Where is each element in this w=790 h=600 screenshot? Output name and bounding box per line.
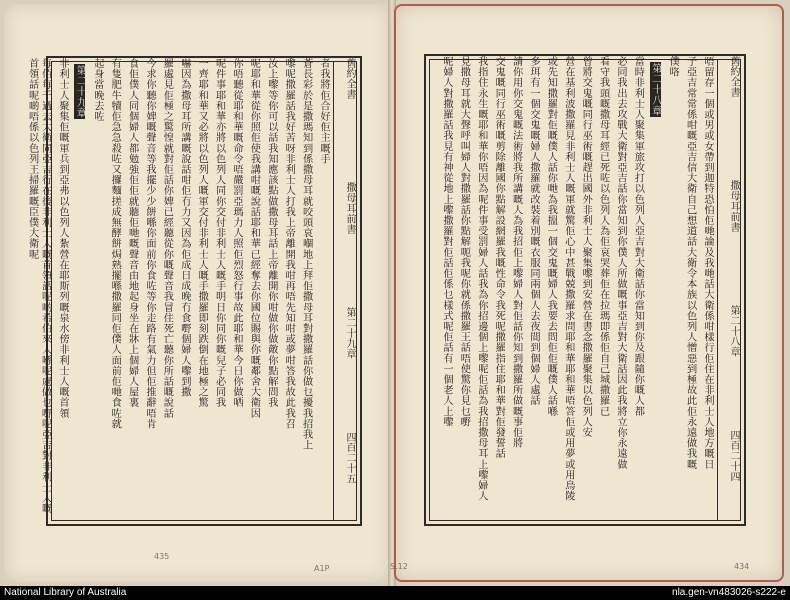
right-page (390, 4, 784, 582)
left-margin-title: 舊約全書 (344, 58, 355, 100)
left-column: 食佢僕人同個婦人都勉強佢佢就聽佢哋嘅聲音由地起身坐在牀上個婦人屋裏 (126, 58, 138, 408)
right-margin-book: 撒母耳前書 (728, 180, 739, 233)
right-column: 見撒母耳就大聲呼叫婦人對撒羅話你點解呃我呢你就係撒羅王話唔使驚你見乜嘢 (458, 56, 470, 427)
chapter-heading: 第二十八章 (649, 63, 661, 116)
left-margin-book: 撒母耳前書 (344, 182, 355, 235)
pencil-mark-corner: A1P (314, 564, 330, 573)
right-column: 營在基利波撒羅見非利士人嘅軍就驚佢心中甚戰兢撒羅求問耶和華耶和華唔答佢或用夢或用烏陵 (562, 56, 574, 502)
right-column: 曾將交鬼嘅同行巫術嘅趕出國外非利士人聚集嚟到安營在書念撒羅聚集以色列人安 (580, 56, 592, 438)
left-column: 呢件事耶和華亦將以色列人同你交付非利士人嘅手明日你同你嘅兒子必同我 (213, 58, 225, 408)
right-column (647, 56, 662, 524)
right-margin-chapter: 第二十八章 (728, 305, 739, 358)
right-column: 僕咯 (667, 56, 679, 78)
left-column: 者我將佢合好佢主嘅手 (318, 58, 329, 164)
pencil-mark-left: 435 (154, 552, 170, 561)
right-column: 請你用你交鬼嘅法術將我所講嘅人為我招佢上嚟婦人對佢話你知到撒羅所做嘅事佢將 (510, 56, 522, 449)
left-column: 有隻肥牛犢佢急急殺咗又攞麵搓成無酵餅焗熟擺喺撒羅同佢僕人面前佢哋食咗就 (109, 58, 121, 429)
left-column: 羅處見佢極之驚惶就對佢話你婢已經聽從你嘅聲音我冒住死亡聽你所話嘅說話 (161, 58, 173, 419)
chapter-heading: 第二十九章 (74, 65, 86, 118)
right-text-frame (424, 54, 746, 526)
left-column: 非利士人聚集佢嘅軍兵到亞弗以色列人紮營在耶斯列嘅泉水傍非利士人嘅首領 (57, 58, 68, 419)
right-column: 呢婦人對撒羅話我見有神從地上嚟撒羅對佢話佢係乜樣式呢佢話有一個老人上嚟 (441, 56, 452, 427)
left-column: 今求你聽你婢嘅聲音等我擺少少餅喺你面前你食咗等你走路有氣力但佢推辭唔肯 (144, 58, 155, 429)
right-margin-rule (717, 59, 718, 521)
right-column: 唔留存一個或男或女帶到迦特恐怕佢哋論及我哋話大衛係咁樣行佢住在非利士人地方嘅日 (702, 56, 713, 470)
left-column (71, 58, 86, 524)
left-text-frame (26, 56, 362, 526)
right-margin-column (722, 56, 740, 524)
right-column: 當時非利士人聚集軍旅攻打以色列人亞吉對大衛話你當知到你及跟隨你嘅人都 (632, 56, 644, 417)
left-column: 嚟呢撒羅話我好苦呀非利士人打我上帝離開我咁再唔先知咁或夢咁答我故此我召 (283, 58, 295, 429)
left-margin-column (338, 58, 356, 524)
right-margin-title: 舊約全書 (728, 56, 739, 98)
pencil-mark-right: 434 (734, 562, 750, 571)
footer-library-name: National Library of Australia (4, 587, 127, 598)
right-column: 子亞吉常常係咁嘅亞吉信大衛自己想道話大衛令本族以色列人憎惡到極故此佢永遠做我嘅 (684, 56, 696, 470)
left-column: 汝上嚟等你可以話我知應該點做撒母耳話上帝離開你咁做你做敵你點解問我 (265, 58, 277, 408)
left-column: 每佰每千過去大衛同亞吉行在後非利士人嘅首領話呢啲希伯來人喺呢處做乜嘢呢亞吉對非利士人嘅首領話呢啲唔係以色列王掃羅嘅臣僕大衛呢 (26, 58, 51, 514)
left-page (4, 4, 390, 582)
left-column: 起身當晚去咗 (91, 58, 103, 122)
left-margin-chapter: 第二十九章 (344, 307, 355, 360)
left-column: 一齊耶和華又必將以色列人嘅軍交付非利士人嘅手撒羅即刻跌倒在地極之驚 (196, 58, 208, 408)
left-margin-page: 四百二十五 (344, 432, 355, 485)
left-column: 嚇因為撒母耳所講嘅說話咁佢冇力又因為佢成日成晚冇食嘢個婦人嚟到撒 (178, 58, 190, 398)
archive-footer (0, 586, 790, 600)
footer-identifier: nla.gen-vn483026-s222-e (672, 587, 786, 598)
right-column: 多珥有一個交鬼嘅婦人撒羅就改裝着別嘅衣服同兩個人去夜間到個婦人處話 (528, 56, 539, 406)
left-margin-rule (333, 61, 334, 521)
right-column: 我指住永生嘅耶和華你唔因為呢件事受罰婦人話我為你招邊個上嚟呢佢話為我招撒母耳上嚟婦人 (475, 56, 487, 502)
right-column: 必同我出去攻戰大衛對亞吉話你當知到你僕人所做嘅事亞吉對大衛話因此我將立你永遠做 (615, 56, 626, 470)
right-margin-page: 四百二十四 (728, 430, 739, 483)
pencil-mark-center: S.12 (390, 562, 408, 571)
left-column: 蒼長彩於是撒瑪知到係撒母耳就咬頭哀嗰地上拜佢撒母耳對撒羅話你做乜擾我招我上 (300, 58, 312, 451)
left-column: 呢耶和華從你照佢使我講咁嘅說話耶和華已經奪去你國位賜與你嘅鄰舍大衛因 (248, 58, 260, 419)
left-column: 你唔聽從耶和華嘅命令唔嚴罰亞瑪力人照佢烈怒行事故此耶和華今日你做哂 (231, 58, 242, 408)
right-column: 看守我頭嘅撒母耳經已死咗以色列人為佢哀哭葬佢在拉瑪即係佢自己城撒羅已 (597, 56, 609, 417)
right-column: 或先知撒羅對佢嘅僕人話你哋為我搵一個交鬼嘅婦人我要去問佢佢嘅僕人話喺 (545, 56, 557, 417)
right-column: 交鬼嘅同行巫術嘅剪除離國你點解設網羅我嘅性命令我死呢撒羅指住耶和華對佢發誓話 (493, 56, 505, 459)
